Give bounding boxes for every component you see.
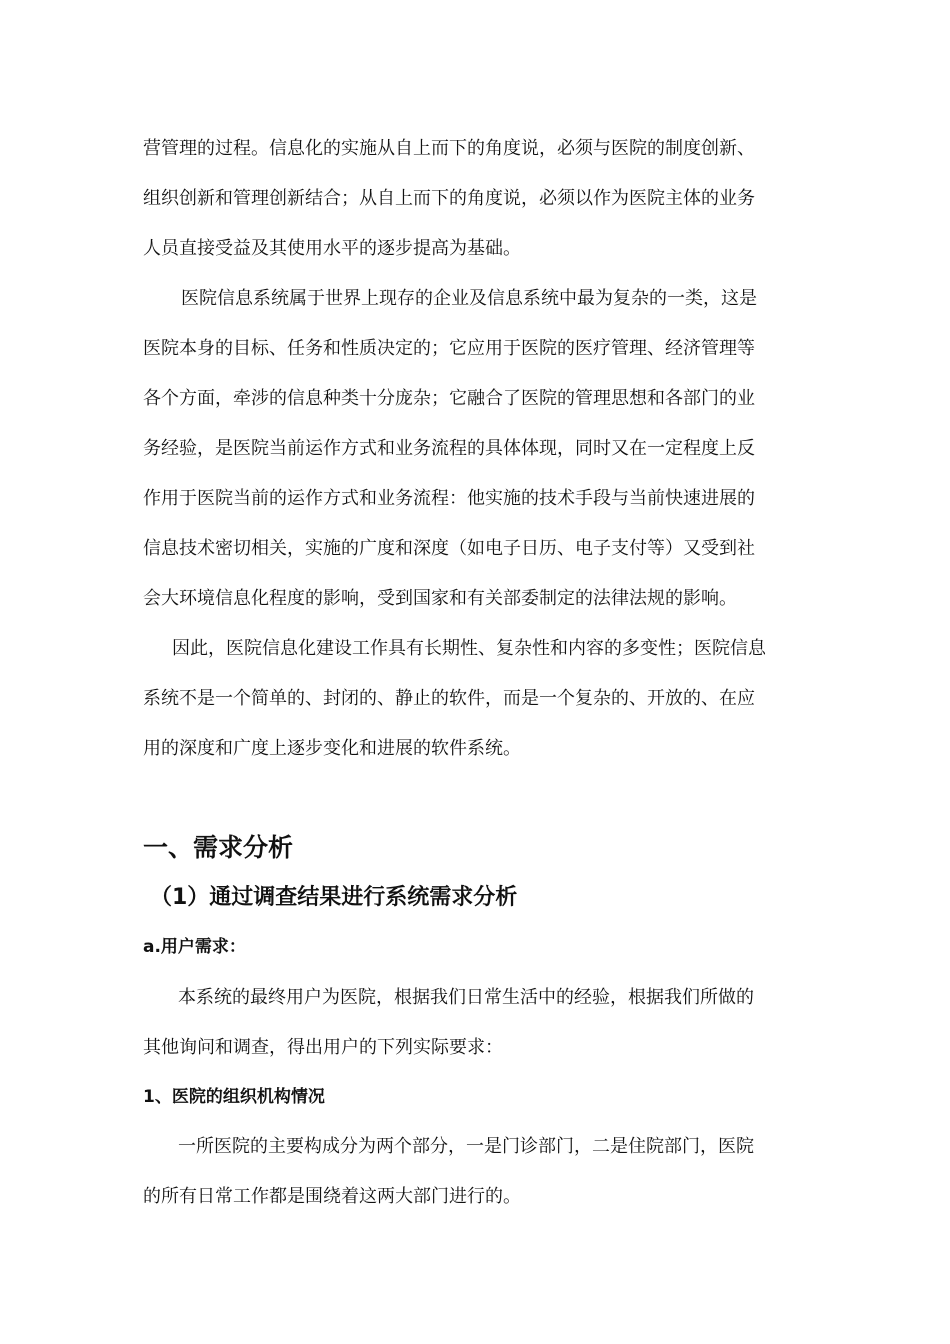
paragraph-line: 一所医院的主要构成分为两个部分，一是门诊部门，二是住院部门，医院 xyxy=(178,1136,754,1157)
section-heading: 一、需求分析 xyxy=(143,833,294,862)
paragraph-line: 营管理的过程。信息化的实施从自上而下的角度说，必须与医院的制度创新、 xyxy=(143,138,755,159)
paragraph-line: 因此，医院信息化建设工作具有长期性、复杂性和内容的多变性；医院信息 xyxy=(172,638,766,659)
paragraph-line: 信息技术密切相关，实施的广度和深度（如电子日历、电子支付等）又受到社 xyxy=(143,538,755,559)
paragraph-line: 的所有日常工作都是围绕着这两大部门进行的。 xyxy=(143,1186,521,1207)
paragraph-line: 会大环境信息化程度的影响，受到国家和有关部委制定的法律法规的影响。 xyxy=(143,588,737,609)
paragraph-line: 其他询问和调查，得出用户的下列实际要求： xyxy=(143,1037,503,1058)
paragraph-line: 人员直接受益及其使用水平的逐步提高为基础。 xyxy=(143,238,521,259)
user-requirements-heading: a.用户需求： xyxy=(143,937,246,957)
paragraph-line: 各个方面，牵涉的信息种类十分庞杂；它融合了医院的管理思想和各部门的业 xyxy=(143,388,755,409)
paragraph-line: 组织创新和管理创新结合；从自上而下的角度说，必须以作为医院主体的业务 xyxy=(143,188,755,209)
org-structure-heading: 1、医院的组织机构情况 xyxy=(143,1087,325,1107)
paragraph-line: 务经验，是医院当前运作方式和业务流程的具体体现，同时又在一定程度上反 xyxy=(143,438,755,459)
paragraph-line: 作用于医院当前的运作方式和业务流程：他实施的技术手段与当前快速进展的 xyxy=(143,488,755,509)
paragraph-line: 医院本身的目标、任务和性质决定的；它应用于医院的医疗管理、经济管理等 xyxy=(143,338,755,359)
subsection-heading: （1）通过调查结果进行系统需求分析 xyxy=(150,885,518,910)
paragraph-line: 系统不是一个简单的、封闭的、静止的软件，而是一个复杂的、开放的、在应 xyxy=(143,688,755,709)
paragraph-line: 用的深度和广度上逐步变化和进展的软件系统。 xyxy=(143,738,521,759)
paragraph-line: 医院信息系统属于世界上现存的企业及信息系统中最为复杂的一类，这是 xyxy=(181,288,757,309)
paragraph-line: 本系统的最终用户为医院，根据我们日常生活中的经验，根据我们所做的 xyxy=(178,987,754,1008)
